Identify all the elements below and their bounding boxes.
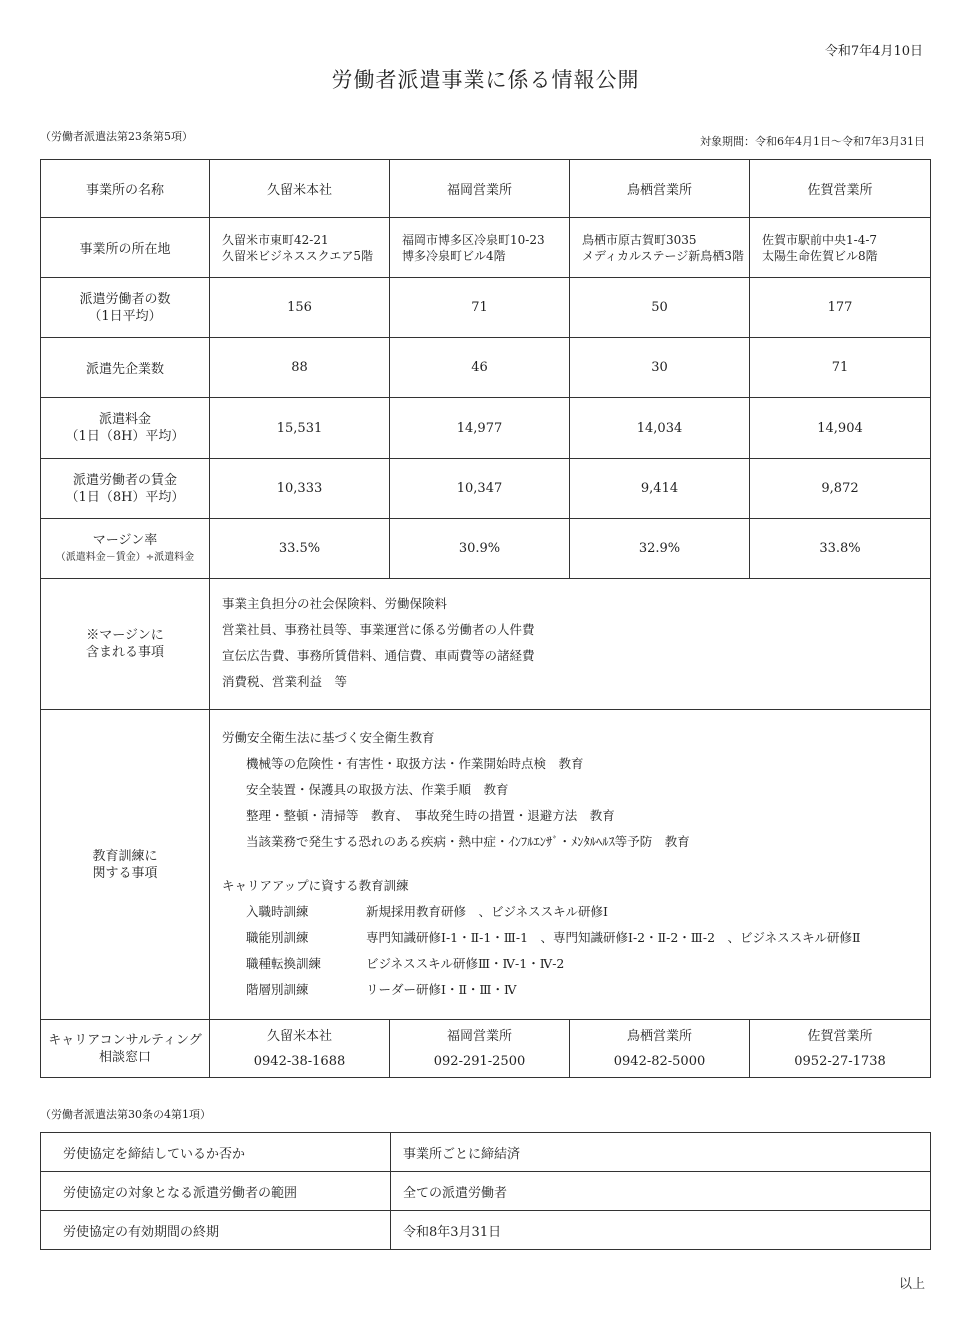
office-name-tosu: 鳥栖営業所 [570,160,750,218]
clients-value: 88 [210,338,390,398]
wage-label: 派遣労働者の賃金 （1日（8H）平均） [41,459,210,519]
table-row [41,1211,931,1250]
table-row [41,1172,931,1211]
education-row [41,710,931,1020]
location-label: 事業所の所在地 [41,218,210,278]
fee-row [41,398,931,459]
fee-label: 派遣料金 （1日（8H）平均） [41,398,210,459]
wage-row [41,459,931,519]
office-name-kurume: 久留米本社 [210,160,390,218]
labor-agreement-table [40,1132,931,1250]
office-name-saga: 佐賀営業所 [750,160,931,218]
phone-number: 0942-82-5000 [613,1053,706,1069]
list-item: 入職時訓練 新規採用教育研修 、ビジネススキル研修Ⅰ [246,903,608,919]
list-item: 安全装置・保護具の取扱方法、作業手順 教育 [246,781,509,797]
education-content [210,710,931,1020]
table-row [41,1133,931,1172]
wage-value: 10,347 [390,459,570,519]
margin-items-label: ※マージンに 含まれる事項 [41,579,210,710]
phone-number: 092-291-2500 [433,1053,526,1069]
consult-tosu: 鳥栖営業所 0942-82-5000 [570,1020,750,1078]
consult-label: キャリアコンサルティング 相談窓口 [41,1020,210,1078]
margin-value: 33.5% [210,519,390,579]
margin-value: 33.8% [750,519,931,579]
workers-value: 50 [570,278,750,338]
agreement-value: 事業所ごとに締結済 [391,1133,931,1172]
workers-value: 177 [750,278,931,338]
office-name-label: 事業所の名称 [41,160,210,218]
agreement-label: 労使協定の有効期間の終期 [41,1211,391,1250]
clients-label: 派遣先企業数 [41,338,210,398]
wage-value: 10,333 [210,459,390,519]
workers-value: 156 [210,278,390,338]
agreement-value: 全ての派遣労働者 [391,1172,931,1211]
margin-row [41,519,931,579]
phone-number: 0942-38-1688 [253,1053,346,1069]
wage-value: 9,872 [750,459,931,519]
fee-value: 15,531 [210,398,390,459]
margin-items-list [210,579,931,710]
list-item: 当該業務で発生する恐れのある疾病・熱中症・ｲﾝﾌﾙｴﾝｻﾞ・ﾒﾝﾀﾙﾍﾙｽ等予防 教育 [246,833,690,849]
fee-value: 14,977 [390,398,570,459]
list-item: 職種転換訓練 ビジネススキル研修Ⅲ・Ⅳ-1・Ⅳ-2 [246,955,565,971]
dispatch-info-table [40,159,931,1078]
margin-items-row [41,579,931,710]
consult-fukuoka: 福岡営業所 092-291-2500 [390,1020,570,1078]
clients-value: 71 [750,338,931,398]
location-kurume: 久留米市東町42-21 久留米ビジネススクエア5階 [210,218,390,278]
phone-number: 0952-27-1738 [794,1053,886,1069]
law-reference-30-4: （労働者派遣法第30条の4第1項） [40,1108,211,1121]
margin-value: 32.9% [570,519,750,579]
agreement-label: 労使協定の対象となる派遣労働者の範囲 [41,1172,391,1211]
workers-label: 派遣労働者の数 （1日平均） [41,278,210,338]
location-row [41,218,931,278]
list-item: 消費税、営業利益 等 [222,674,348,689]
location-saga: 佐賀市駅前中央1-4-7 太陽生命佐賀ビル8階 [750,218,931,278]
career-heading: キャリアアップに資する教育訓練 [222,877,409,893]
location-tosu: 鳥栖市原古賀町3035 メディカルステージ新鳥栖3階 [570,218,750,278]
safety-heading: 労働安全衛生法に基づく安全衛生教育 [222,729,435,745]
margin-value: 30.9% [390,519,570,579]
list-item: 整理・整頓・清掃等 教育、 事故発生時の措置・退避方法 教育 [246,807,615,823]
margin-label: マージン率 （派遣料金－賃金）÷派遣料金 [41,519,210,579]
clients-value: 30 [570,338,750,398]
end-mark: 以上 [898,1277,925,1292]
workers-value: 71 [390,278,570,338]
office-name-row [41,160,931,218]
agreement-label: 労使協定を締結しているか否か [41,1133,391,1172]
clients-row [41,338,931,398]
list-item: 宣伝広告費、事務所賃借料、通信費、車両費等の諸経費 [222,648,535,663]
clients-value: 46 [390,338,570,398]
consult-row [41,1020,931,1078]
consult-saga: 佐賀営業所 0952-27-1738 [750,1020,931,1078]
list-item: 階層別訓練 リーダー研修Ⅰ・Ⅱ・Ⅲ・Ⅳ [246,981,517,997]
document-date: 令和7年4月10日 [824,44,923,59]
target-period: 対象期間：令和6年4月1日～令和7年3月31日 [700,135,925,148]
agreement-value: 令和8年3月31日 [391,1211,931,1250]
location-fukuoka: 福岡市博多区冷泉町10-23 博多冷泉町ビル4階 [390,218,570,278]
workers-row [41,278,931,338]
list-item: 機械等の危険性・有害性・取扱方法・作業開始時点検 教育 [246,755,584,771]
consult-kurume: 久留米本社 0942-38-1688 [210,1020,390,1078]
office-name-fukuoka: 福岡営業所 [390,160,570,218]
wage-value: 9,414 [570,459,750,519]
fee-value: 14,034 [570,398,750,459]
list-item: 事業主負担分の社会保険料、労働保険料 [222,596,448,611]
list-item: 職能別訓練 専門知識研修Ⅰ-1・Ⅱ-1・Ⅲ-1 、専門知識研修Ⅰ-2・Ⅱ-2・Ⅲ-2 、ビジネススキル研修Ⅱ [246,929,861,945]
law-reference-23-5: （労働者派遣法第23条第5項） [40,130,193,143]
fee-value: 14,904 [750,398,931,459]
page-title: 労働者派遣事業に係る情報公開 [331,68,640,92]
list-item: 営業社員、事務社員等、事業運営に係る労働者の人件費 [222,622,535,637]
education-label: 教育訓練に 関する事項 [41,710,210,1020]
